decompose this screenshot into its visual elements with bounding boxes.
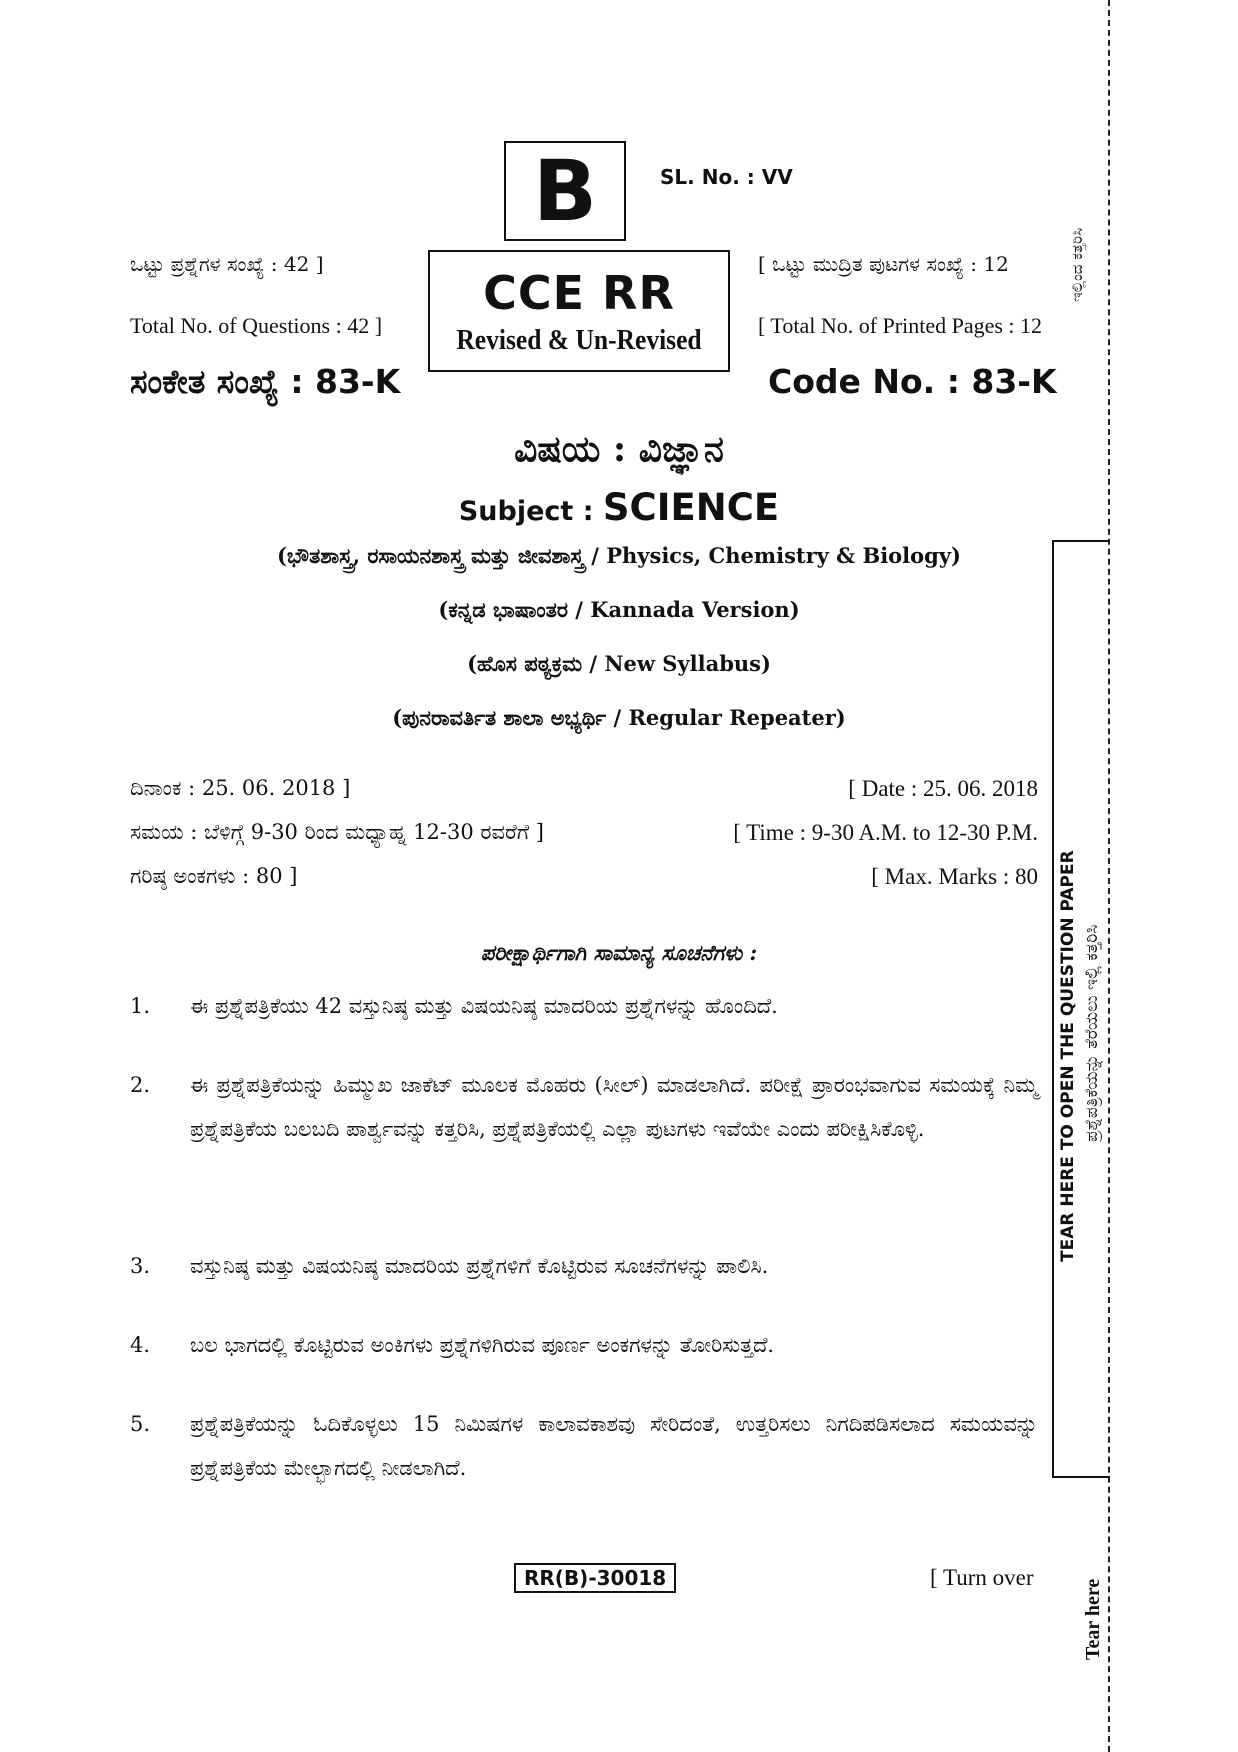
time-en: [ Time : 9-30 A.M. to 12-30 P.M. xyxy=(733,820,1038,845)
serial-number: SL. No. : VV xyxy=(660,165,793,189)
instructions-heading: ಪರೀಕ್ಷಾರ್ಥಿಗಾಗಿ ಸಾಮಾನ್ಯ ಸೂಚನೆಗಳು : xyxy=(480,940,758,965)
instruction-text: ಪ್ರಶ್ನೆಪತ್ರಿಕೆಯನ್ನು ಓದಿಕೊಳ್ಳಲು 15 ನಿಮಿಷಗಳ ಕಾಲಾವಕಾಶವು ಸೇರಿದಂತೆ, ಉತ್ತರಿಸಲು ನಿಗದಿಪಡಿಸಲಾದ ಸಮಯವನ್ನು ಪ್ರಶ್ನೆಪತ್ರಿಕೆಯ ಮೇಲ್ಭಾಗದಲ್ಲಿ ನೀಡಲಾಗಿದೆ. xyxy=(190,1412,1038,1480)
instruction-number: 3. xyxy=(130,1254,151,1278)
subtitle-branches: (ಭೌತಶಾಸ್ತ್ರ, ರಸಾಯನಶಾಸ್ತ್ರ ಮತ್ತು ಜೀವಶಾಸ್ತ್ರ / Physics, Chemistry & Biology) xyxy=(276,543,961,568)
tear-here-label: Tear here xyxy=(1082,1578,1104,1660)
cce-rr-title: CCE RR xyxy=(483,266,675,320)
total-questions-kn: ಒಟ್ಟು ಪ್ರಶ್ನೆಗಳ ಸಂಖ್ಯೆ : 42 ] xyxy=(130,252,324,276)
instruction-number: 5. xyxy=(130,1412,151,1436)
total-questions-en: Total No. of Questions : 42 ] xyxy=(130,313,383,338)
cce-rr-subtitle: Revised & Un-Revised xyxy=(456,324,702,356)
subtitle-candidate: (ಪುನರಾವರ್ತಿತ ಶಾಲಾ ಅಭ್ಯರ್ಥಿ / Regular Repeater) xyxy=(392,705,846,730)
marks-kn: ಗರಿಷ್ಠ ಅಂಕಗಳು : 80 ] xyxy=(130,864,298,888)
instruction-number: 2. xyxy=(130,1073,151,1097)
subject-name: SCIENCE xyxy=(602,486,780,529)
cce-rr-box xyxy=(428,250,730,372)
time-kn: ಸಮಯ : ಬೆಳಿಗ್ಗೆ 9-30 ರಿಂದ ಮಧ್ಯಾಹ್ನ 12-30 ರವರೆಗೆ ] xyxy=(130,820,544,844)
subject-label: Subject : xyxy=(458,496,603,527)
tear-here-instruction-en: TEAR HERE TO OPEN THE QUESTION PAPER xyxy=(1058,850,1078,1262)
turn-over-label: [ Turn over xyxy=(930,1565,1034,1590)
instruction-text: ವಸ್ತುನಿಷ್ಠ ಮತ್ತು ವಿಷಯನಿಷ್ಠ ಮಾದರಿಯ ಪ್ರಶ್ನೆಗಳಿಗೆ ಕೊಟ್ಟಿರುವ ಸೂಚನೆಗಳನ್ನು ಪಾಲಿಸಿ. xyxy=(190,1254,769,1278)
printed-pages-kn: [ ಒಟ್ಟು ಮುದ್ರಿತ ಪುಟಗಳ ಸಂಖ್ಯೆ : 12 xyxy=(758,252,1009,276)
date-kn: ದಿನಾಂಕ : 25. 06. 2018 ] xyxy=(130,776,351,800)
tear-here-instruction-kn: ಪ್ರಶ್ನೆಪತ್ರಿಕೆಯನ್ನು ತೆರೆಯಲು ಇಲ್ಲಿ ಕತ್ತರಿಸಿ xyxy=(1082,924,1102,1142)
paper-code-footer: RR(B)-30018 xyxy=(514,1563,676,1593)
subject-en xyxy=(0,486,1238,529)
code-number-kn: ಸಂಕೇತ ಸಂಖ್ಯೆ : 83-K xyxy=(130,362,401,401)
printed-pages-en: [ Total No. of Printed Pages : 12 xyxy=(758,313,1043,338)
date-en: [ Date : 25. 06. 2018 xyxy=(848,776,1038,801)
marks-en: [ Max. Marks : 80 xyxy=(871,864,1038,889)
instruction-text: ಈ ಪ್ರಶ್ನೆಪತ್ರಿಕೆಯು 42 ವಸ್ತುನಿಷ್ಠ ಮತ್ತು ವಿಷಯನಿಷ್ಠ ಮಾದರಿಯ ಪ್ರಶ್ನೆಗಳನ್ನು ಹೊಂದಿದೆ. xyxy=(190,994,778,1018)
code-number-en: Code No. : 83-K xyxy=(768,362,1057,401)
subtitle-version: (ಕನ್ನಡ ಭಾಷಾಂತರ / Kannada Version) xyxy=(438,597,800,622)
cut-here-kn-top: ಇಲ್ಲಿಂದ ಕತ್ತರಿಸಿ xyxy=(1068,227,1086,302)
subject-kn: ವಿಷಯ : ವಿಜ್ಞಾನ xyxy=(514,428,724,470)
instruction-number: 1. xyxy=(130,994,151,1018)
instruction-text: ಬಲ ಭಾಗದಲ್ಲಿ ಕೊಟ್ಟಿರುವ ಅಂಕಿಗಳು ಪ್ರಶ್ನೆಗಳಿಗಿರುವ ಪೂರ್ಣ ಅಂಕಗಳನ್ನು ತೋರಿಸುತ್ತದೆ. xyxy=(190,1333,775,1357)
instruction-number: 4. xyxy=(130,1333,151,1357)
subtitle-syllabus: (ಹೊಸ ಪಠ್ಯಕ್ರಮ / New Syllabus) xyxy=(467,651,771,676)
set-letter-box: B xyxy=(504,141,626,241)
instruction-text: ಈ ಪ್ರಶ್ನೆಪತ್ರಿಕೆಯನ್ನು ಹಿಮ್ಮುಖ ಜಾಕೆಟ್ ಮೂಲಕ ಮೊಹರು (ಸೀಲ್) ಮಾಡಲಾಗಿದೆ. ಪರೀಕ್ಷೆ ಪ್ರಾರಂಭವಾಗುವ ಸಮಯಕ್ಕೆ ನಿಮ್ಮ ಪ್ರಶ್ನೆಪತ್ರಿಕೆಯ ಬಲಬದಿ ಪಾರ್ಶ್ವವನ್ನು ಕತ್ತರಿಸಿ, ಪ್ರಶ್ನೆಪತ್ರಿಕೆಯಲ್ಲಿ ಎಲ್ಲಾ ಪುಟಗಳು ಇವೆಯೇ ಎಂದು ಪರೀಕ್ಷಿಸಿಕೊಳ್ಳಿ. xyxy=(190,1073,1038,1141)
